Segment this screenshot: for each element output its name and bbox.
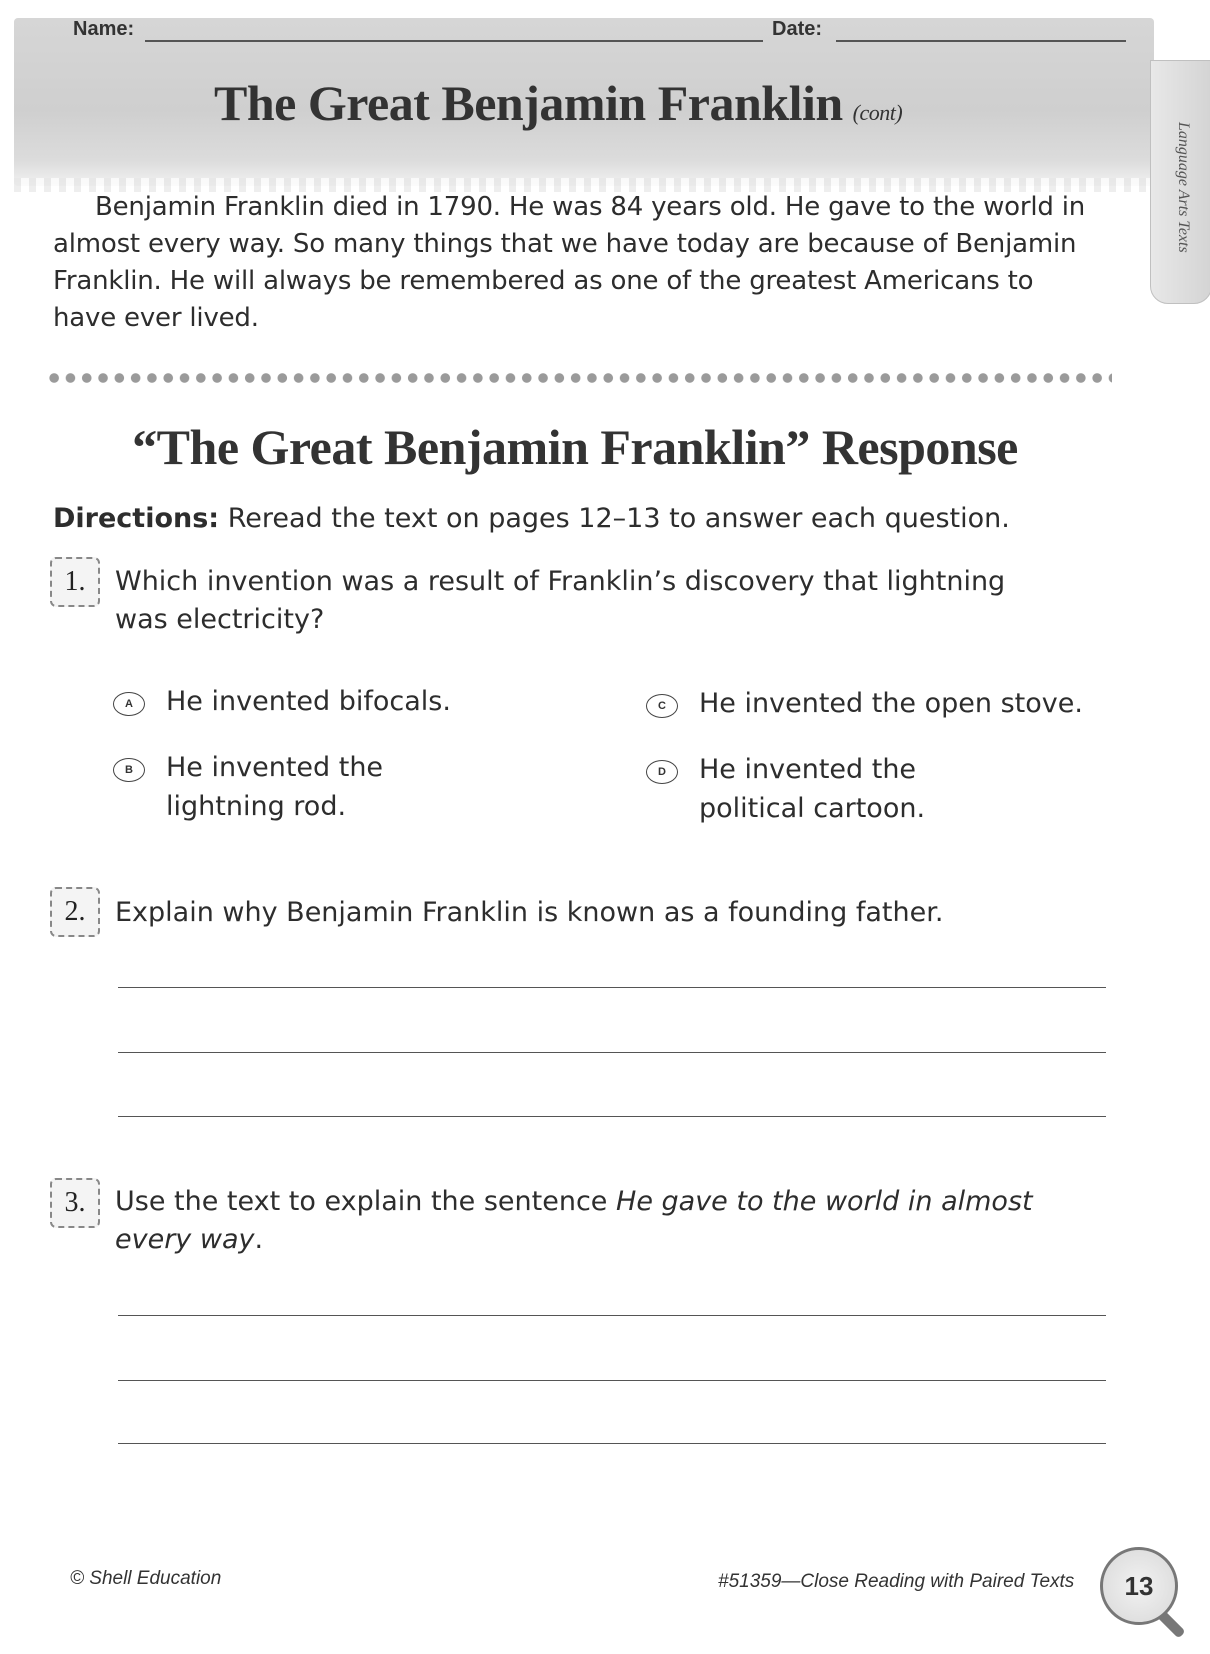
question-number-2: 2. — [50, 887, 100, 937]
page-number-badge: 13 — [1100, 1547, 1178, 1625]
side-tab-label: Language Arts Texts — [1175, 122, 1192, 253]
response-title: “The Great Benjamin Franklin” Response — [132, 419, 1018, 475]
question-text-2: Explain why Benjamin Franklin is known as a founding father. — [115, 897, 944, 928]
choice-text-b-line2: lightning rod. — [166, 791, 347, 822]
name-label: Name: — [73, 18, 135, 40]
choice-text-d-line1: He invented the — [699, 754, 917, 785]
date-label: Date: — [772, 18, 823, 40]
question-text-3-quote: He gave to the world in almost every way — [115, 1186, 1033, 1255]
answer-line-q2-2[interactable] — [118, 1052, 1106, 1053]
choice-text-a: He invented bifocals. — [166, 686, 451, 717]
answer-line-q2-3[interactable] — [118, 1116, 1106, 1117]
dotted-divider — [46, 372, 1112, 384]
choice-bubble-d[interactable]: D — [646, 760, 678, 784]
question-text-3-prefix: Use the text to explain the sentence — [115, 1186, 617, 1217]
choice-bubble-a[interactable]: A — [113, 692, 145, 716]
footer-publisher: © Shell Education — [70, 1568, 222, 1589]
directions-label: Directions: — [53, 503, 220, 534]
choice-text-b-line1: He invented the — [166, 752, 384, 783]
answer-line-q3-1[interactable] — [118, 1315, 1106, 1316]
name-field[interactable] — [145, 40, 763, 42]
question-number-1: 1. — [50, 557, 100, 607]
footer-product: #51359—Close Reading with Paired Texts — [718, 1571, 1075, 1592]
choice-bubble-c[interactable]: C — [646, 694, 678, 718]
question-text-3-suffix: . — [254, 1224, 264, 1255]
date-field[interactable] — [836, 40, 1126, 42]
choice-text-d-line2: political cartoon. — [699, 793, 926, 824]
choice-bubble-b[interactable]: B — [113, 758, 145, 782]
passage-paragraph: Benjamin Franklin died in 1790. He was 84 years old. He gave to the world in almost every way. So many things that we have today are because of Benjamin Franklin. He will always be remembered as one of the greatest Americans to have ever lived. — [53, 192, 1086, 333]
directions-text: Reread the text on pages 12–13 to answer each question. — [227, 503, 1010, 534]
answer-line-q3-2[interactable] — [118, 1380, 1106, 1381]
answer-line-q3-3[interactable] — [118, 1443, 1106, 1444]
question-text-3 — [115, 1183, 1065, 1259]
answer-line-q2-1[interactable] — [118, 987, 1106, 988]
choice-text-c: He invented the open stove. — [699, 688, 1083, 719]
question-number-3: 3. — [50, 1178, 100, 1228]
question-text-1: Which invention was a result of Franklin’s discovery that lightning was electricity? — [115, 566, 1006, 635]
page-title-text: The Great Benjamin Franklin — [214, 75, 843, 131]
page-title-suffix: (cont) — [852, 100, 903, 125]
directions — [53, 503, 1010, 534]
page-title — [214, 74, 902, 132]
